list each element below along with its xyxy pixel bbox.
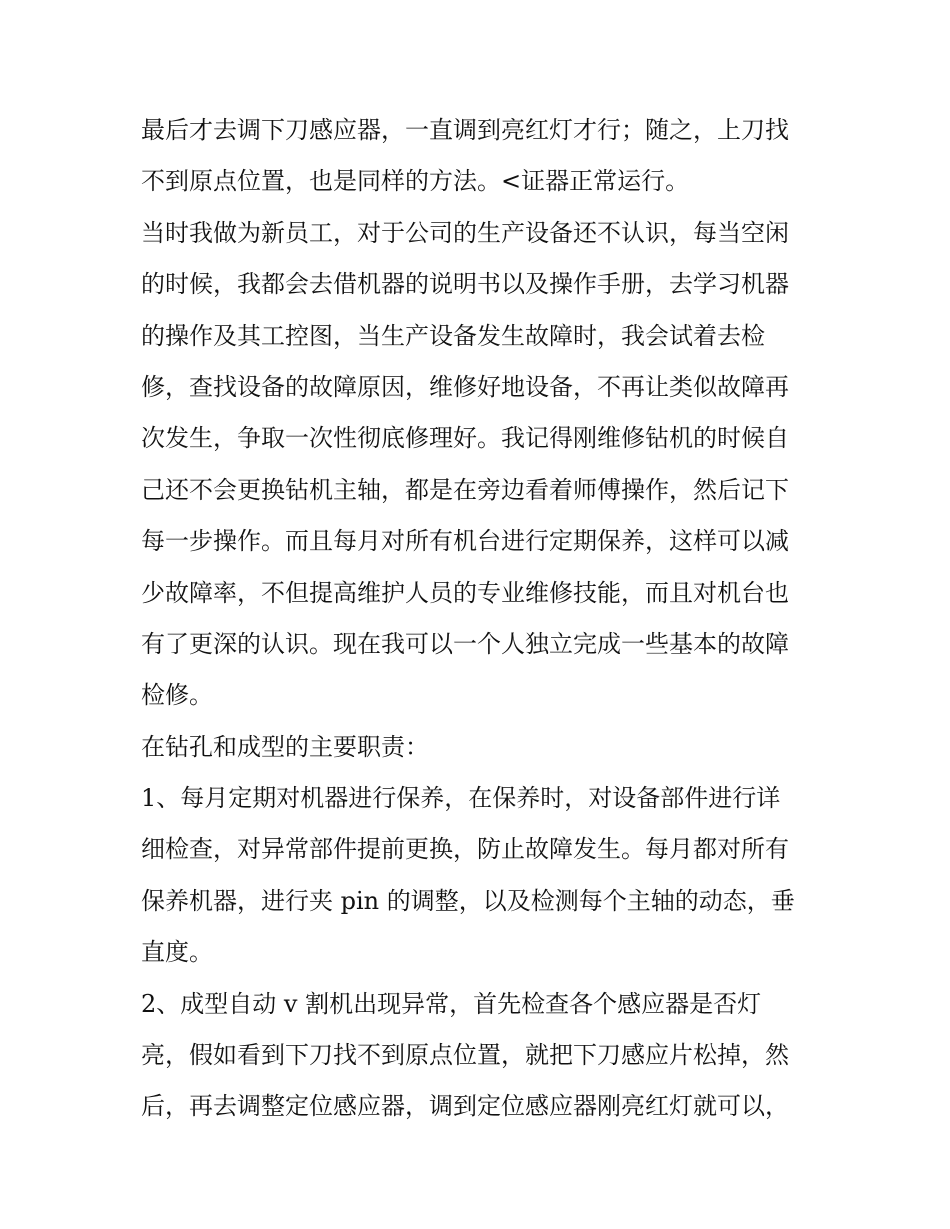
list-item-text: 2、成型自动 v 割机出现异常，首先检查各个感应器是否灯	[141, 989, 762, 1018]
text-line: 次发生，争取一次性彻底修理好。我记得刚维修钻机的时候自	[141, 424, 789, 453]
list-item-text: 保养机器，进行夹 pin 的调整，以及检测每个主轴的动态，垂	[141, 886, 795, 915]
text-line: 每一步操作。而且每月对所有机台进行定期保养，这样可以减	[141, 527, 789, 556]
text-line: 己还不会更换钻机主轴，都是在旁边看着师傅操作，然后记下	[141, 475, 789, 504]
text-line: 当时我做为新员工，对于公司的生产设备还不认识，每当空闲	[141, 218, 789, 247]
list-item-text: 后，再去调整定位感应器，调到定位感应器刚亮红灯就可以，	[141, 1092, 789, 1121]
text-line: 修，查找设备的故障原因，维修好地设备，不再让类似故障再	[141, 372, 789, 401]
text-line: 的时候，我都会去借机器的说明书以及操作手册，去学习机器	[141, 270, 789, 299]
list-item-text: 亮，假如看到下刀找不到原点位置，就把下刀感应片松掉，然	[141, 1041, 789, 1070]
section-heading: 在钻孔和成型的主要职责：	[141, 732, 429, 761]
list-item-text: 直度。	[141, 938, 213, 967]
list-item-text: 1、每月定期对机器进行保养，在保养时，对设备部件进行详	[141, 784, 781, 813]
text-line: 不到原点位置，也是同样的方法。<证器正常运行。	[141, 167, 690, 196]
text-line: 最后才去调下刀感应器，一直调到亮红灯才行；随之，上刀找	[141, 116, 789, 144]
text-line: 检修。	[141, 681, 213, 710]
document-page	[141, 105, 816, 1133]
list-item-text: 细检查，对异常部件提前更换，防止故障发生。每月都对所有	[141, 835, 789, 864]
text-line: 有了更深的认识。现在我可以一个人独立完成一些基本的故障	[141, 629, 789, 658]
text-line: 少故障率，不但提高维护人员的专业维修技能，而且对机台也	[141, 578, 789, 607]
text-line: 的操作及其工控图，当生产设备发生故障时，我会试着去检	[141, 321, 765, 350]
